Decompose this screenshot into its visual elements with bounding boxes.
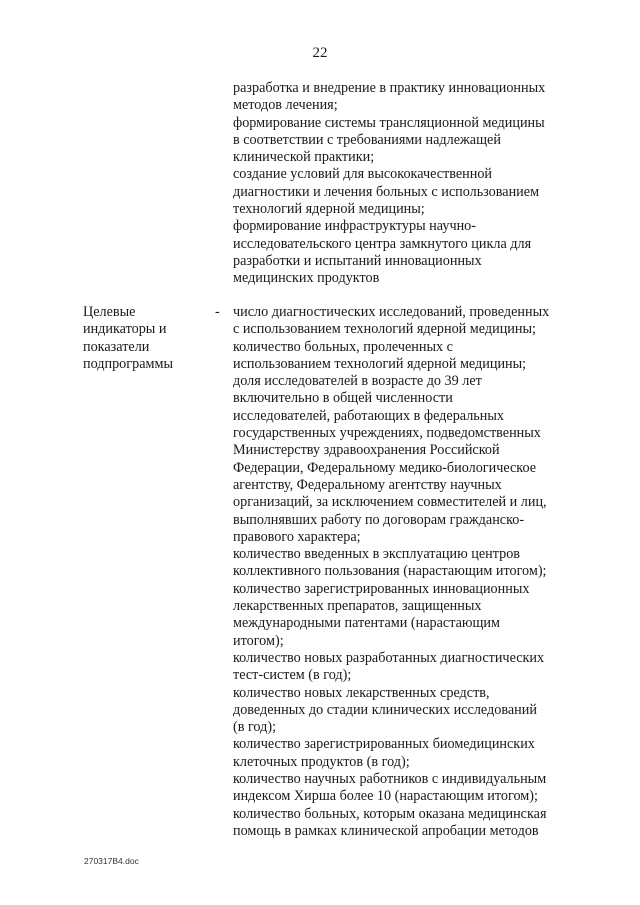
indicator-text-line: итогом); — [233, 632, 284, 649]
goals-text-line: методов лечения; — [233, 97, 338, 114]
goals-text-line: создание условий для высококачественной — [233, 166, 493, 183]
section-label-line: индикаторы и — [83, 321, 167, 338]
indicator-text-line: исследователей, работающих в федеральных — [233, 407, 504, 424]
indicator-text-line: коллективного пользования (нарастающим итогом); — [233, 563, 547, 580]
goals-text-line: в соответствии с требованиями надлежащей — [233, 131, 501, 148]
indicator-text-line: количество больных, пролеченных с — [233, 338, 453, 355]
indicator-text-line: государственных учреждениях, подведомственных — [233, 425, 541, 442]
indicator-text-line: доведенных до стадии клинических исследований — [233, 701, 537, 718]
goals-text-line: формирование системы трансляционной медицины — [233, 114, 545, 131]
indicator-text-line: с использованием технологий ядерной медицины; — [233, 321, 536, 338]
indicator-text-line: количество научных работников с индивидуальным — [233, 771, 547, 788]
indicator-text-line: использованием технологий ядерной медицины; — [233, 355, 527, 372]
indicator-text-line: Федерации, Федеральному медико-биологическое — [233, 459, 537, 476]
indicator-text-line: число диагностических исследований, проведенных — [233, 304, 550, 320]
indicator-text-line: доля исследователей в возрасте до 39 лет — [233, 373, 482, 390]
section-label-line: Целевые — [83, 304, 136, 320]
goals-text-line: медицинских продуктов — [233, 270, 380, 287]
indicator-text-line: количество новых лекарственных средств, — [233, 684, 490, 701]
indicator-text-line: международными патентами (нарастающим — [233, 615, 500, 632]
indicator-text-line: количество зарегистрированных биомедицинских — [233, 736, 535, 753]
indicator-text-line: количество введенных в эксплуатацию центров — [233, 546, 520, 563]
indicator-text-line: количество больных, которым оказана медицинская — [233, 805, 547, 822]
indicator-text-line: помощь в рамках клинической апробации методов — [233, 822, 539, 839]
indicator-text-line: правового характера; — [233, 528, 361, 545]
goals-text-line: формирование инфраструктуры научно- — [233, 218, 476, 235]
section-label-line: показатели — [83, 338, 150, 355]
goals-continuation-block — [233, 80, 573, 288]
section-label-line: подпрограммы — [83, 355, 173, 372]
indicator-text-line: индексом Хирша более 10 (нарастающим итогом); — [233, 788, 538, 805]
indicator-text-line: тест-систем (в год); — [233, 667, 352, 684]
goals-text-line: технологий ядерной медицины; — [233, 201, 425, 218]
indicator-text-line: агентству, Федеральному агентству научных — [233, 476, 502, 493]
goals-text-line: диагностики и лечения больных с использованием — [233, 183, 540, 200]
indicator-text-line: количество зарегистрированных инновационных — [233, 580, 530, 597]
page-number: 22 — [312, 45, 328, 61]
indicator-text-line: организаций, за исключением совместителей и лиц, — [233, 494, 547, 511]
indicator-text-line: Министерству здравоохранения Российской — [233, 442, 500, 459]
label-dash: - — [215, 304, 220, 320]
document-file-code: 270317В4.doc — [84, 856, 139, 866]
indicators-list — [233, 304, 578, 840]
goals-text-line: исследовательского центра замкнутого цикла для — [233, 235, 532, 252]
indicator-text-line: лекарственных препаратов, защищенных — [233, 598, 482, 615]
indicator-text-line: (в год); — [233, 719, 277, 736]
indicator-text-line: включительно в общей численности — [233, 390, 453, 407]
goals-text-line: клинической практики; — [233, 149, 375, 166]
goals-text-line: разработка и внедрение в практику инновационных — [233, 80, 546, 96]
indicator-text-line: клеточных продуктов (в год); — [233, 753, 410, 770]
indicator-text-line: выполнявших работу по договорам гражданско- — [233, 511, 525, 528]
goals-text-line: разработки и испытаний инновационных — [233, 252, 482, 269]
section-label — [83, 304, 203, 373]
indicator-text-line: количество новых разработанных диагностических — [233, 649, 545, 666]
